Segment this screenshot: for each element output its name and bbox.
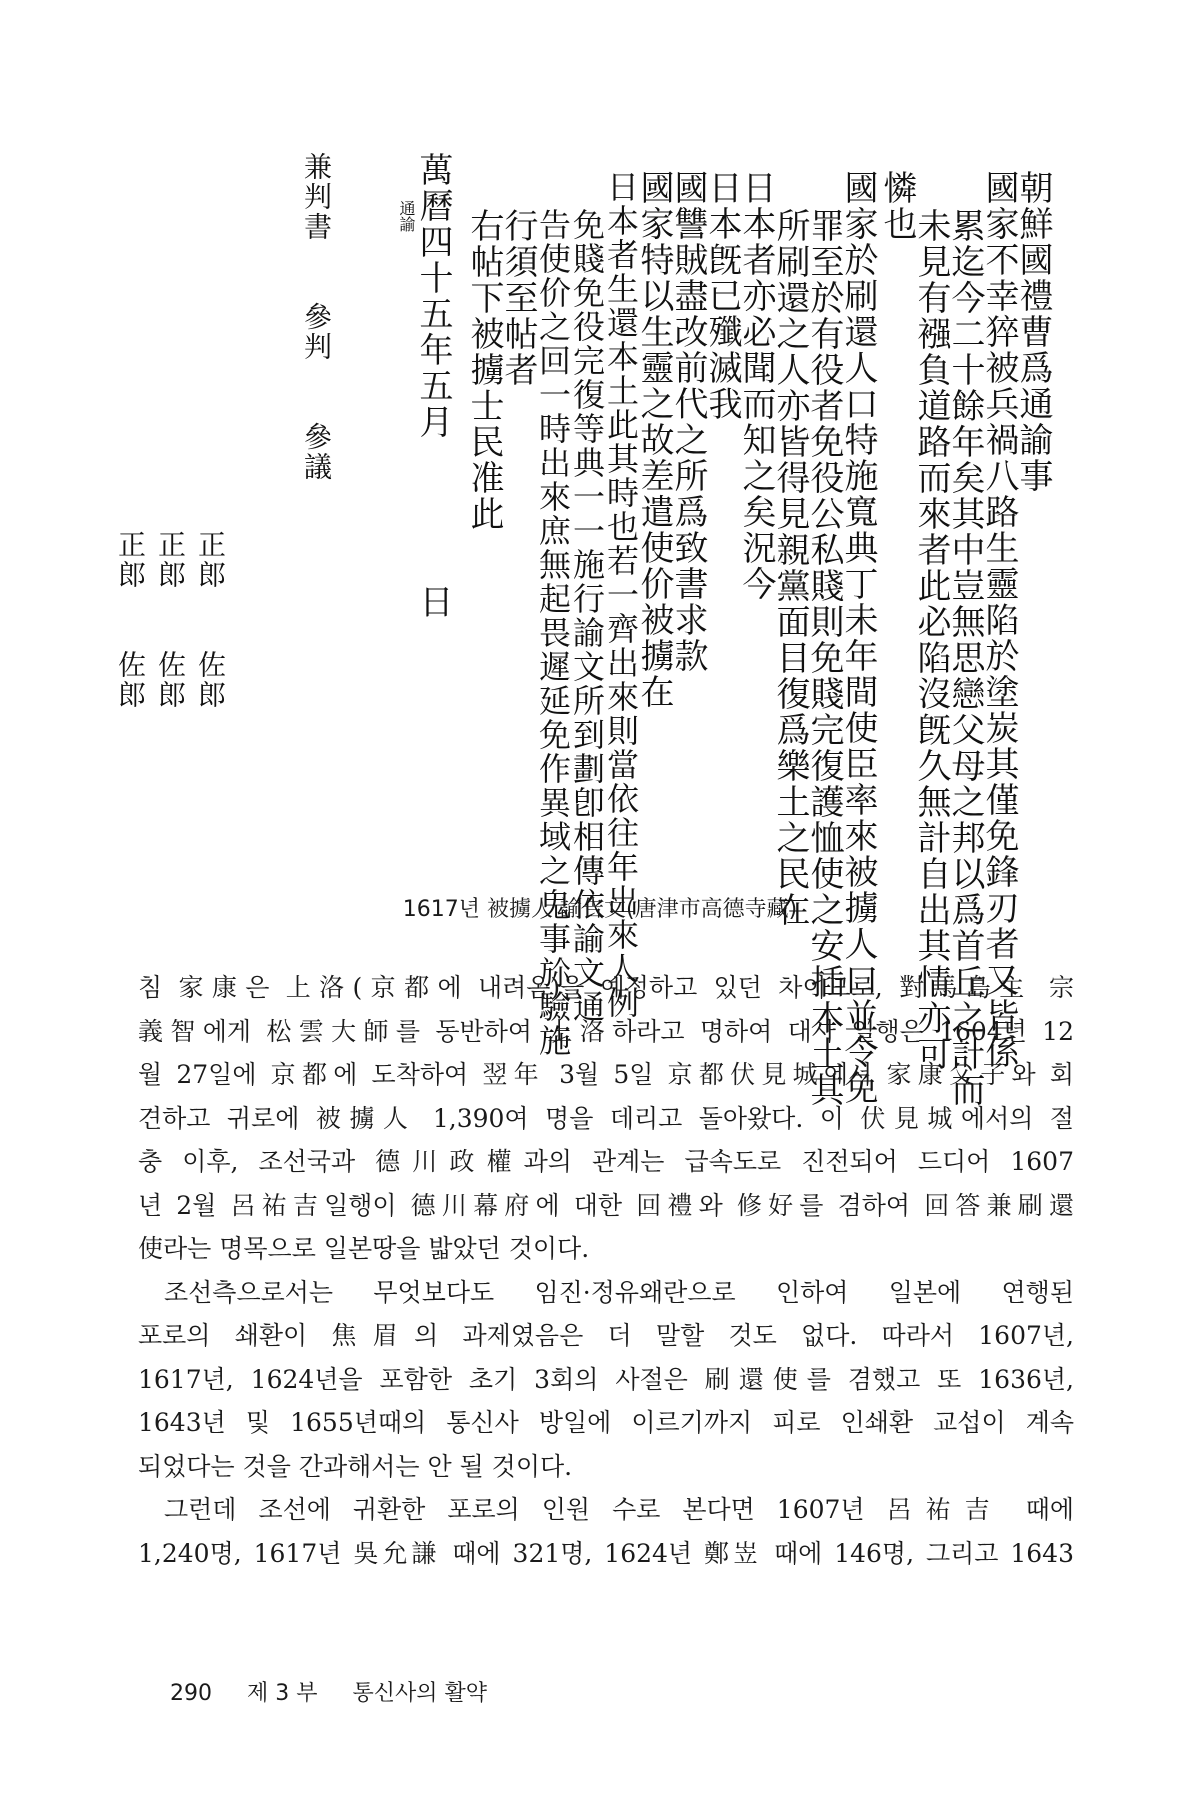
paragraph — [138, 966, 1074, 1271]
letter-column: 國讐賊盡改前代之所爲致書求款 — [668, 170, 708, 674]
letter-column: 未見有襁負道路而來者此必陷沒旣久無計自出其情亦可 — [911, 208, 951, 1072]
letter-column: 日本者生還本土此其時也若一齊出來則當依往年出來人例 — [602, 170, 640, 1020]
paragraph — [138, 1271, 1074, 1489]
letter-officials: 正郎 佐郎 — [194, 530, 227, 710]
text-line: 충 이후, 조선국과 德川政權과의 관계는 급속도로 진전되어 드디어 1607 — [138, 1147, 1074, 1176]
page-number: 290 — [170, 1681, 212, 1706]
letter-date: 萬曆四十五年五月 日 — [413, 152, 453, 620]
text-line: 그런데 조선에 귀환한 포로의 인원 수로 본다면 1607년 呂祐吉 때에 — [164, 1495, 1074, 1524]
letter-column: 罪至於有役者免役公私賤則免賤完復護恤使之安插本土其 — [804, 208, 844, 1108]
text-line: 1,240명, 1617년 吳允謙 때에 321명, 1624년 鄭岦 때에 146명, 그리고 1643 — [138, 1538, 1074, 1568]
text-line: 1643년 및 1655년때의 통신사 방일에 이르기까지 피로 인쇄환 교섭이 계속 — [138, 1408, 1074, 1437]
text-line: 1617년, 1624년을 포함한 초기 3회의 사절은 刷還使를 겸했고 또 1636년, — [138, 1364, 1074, 1394]
letter-column: 累迄今二十餘年矣其中豈無思戀父母之邦以爲首丘之計而 — [945, 208, 985, 1108]
text-line: 포로의 쇄환이 焦眉의 과제였음은 더 말할 것도 없다. 따라서 1607년, — [138, 1321, 1074, 1350]
letter-column: 告使价之回一時出來庶無起畏遲延免作異域之鬼事㫆驗施 — [534, 208, 572, 1058]
text-line: 년 2월 呂祐吉일행이 德川幕府에 대한 回禮와 修好를 겸하여 回答兼刷還 — [138, 1190, 1074, 1220]
figure-caption: 1617년 被擄人 諭告文(唐津市高德寺藏) — [402, 897, 798, 922]
letter-column: 日本旣已殲滅我 — [702, 170, 742, 422]
text-line: 조선측으로서는 무엇보다도 임진·정유왜란으로 인하여 일본에 연행된 — [164, 1277, 1074, 1307]
letter-column: 日本者亦必聞而知之矣況今 — [736, 170, 776, 602]
letter-column: 國家於刷還人口特施寬典丁未年間使臣率來被擄人口並令免 — [838, 170, 878, 1106]
letter-officials: 正郎 佐郎 — [114, 530, 147, 710]
part-label: 제 3 부 — [247, 1681, 318, 1706]
text-line: 월 27일에 京都에 도착하여 翌年 3월 5일 京都伏見城에서 家康父子와 회 — [138, 1060, 1074, 1089]
text-line: 침 家康은 上洛(京都에 내려옴)을 예정하고 있던 차이므로, 對馬島主 宗 — [138, 973, 1074, 1002]
text-line: 되었다는 것을 간과해서는 안 될 것이다. — [138, 1451, 573, 1481]
body-text — [138, 966, 1074, 1575]
letter-column: 行須至帖者 — [498, 208, 538, 388]
section-title: 통신사의 활약 — [352, 1681, 488, 1706]
letter-column: 所刷還之人亦皆得見親黨面目復爲樂土之民在 — [770, 208, 810, 928]
letter-column: 國家不幸猝被兵禍八路生靈陷於塗炭其僅免鋒刃者又皆係 — [979, 170, 1019, 1070]
text-line: 義智에게 松雲大師를 동반하여 上洛하라고 명하여 대사 일행은 1604년 12 — [138, 1016, 1074, 1046]
letter-column: 免賤免役完復等典一一施行諭文所到劃卽相傳依諭文通 — [568, 208, 606, 1024]
letter-column: 朝鮮國禮曹爲通諭事 — [1013, 170, 1053, 494]
letter-column: 憐也 — [877, 170, 917, 242]
letter-note: 通諭 — [397, 200, 416, 232]
letter-signatories: 兼判書 參判 參議 — [300, 152, 333, 482]
text-line: 견하고 귀로에 被擄人 1,390여 명을 데리고 돌아왔다. 이 伏見城에서의 절 — [138, 1103, 1074, 1133]
page-footer — [170, 1676, 515, 1707]
letter-column: 右帖下被擄士民准此 — [464, 208, 504, 532]
letter-officials: 正郎 佐郎 — [154, 530, 187, 710]
paragraph — [138, 1488, 1074, 1575]
text-line: 使라는 명목으로 일본땅을 밟았던 것이다. — [138, 1234, 590, 1263]
letter-column: 國家特以生靈之故差遣使价被擄在 — [634, 170, 674, 710]
